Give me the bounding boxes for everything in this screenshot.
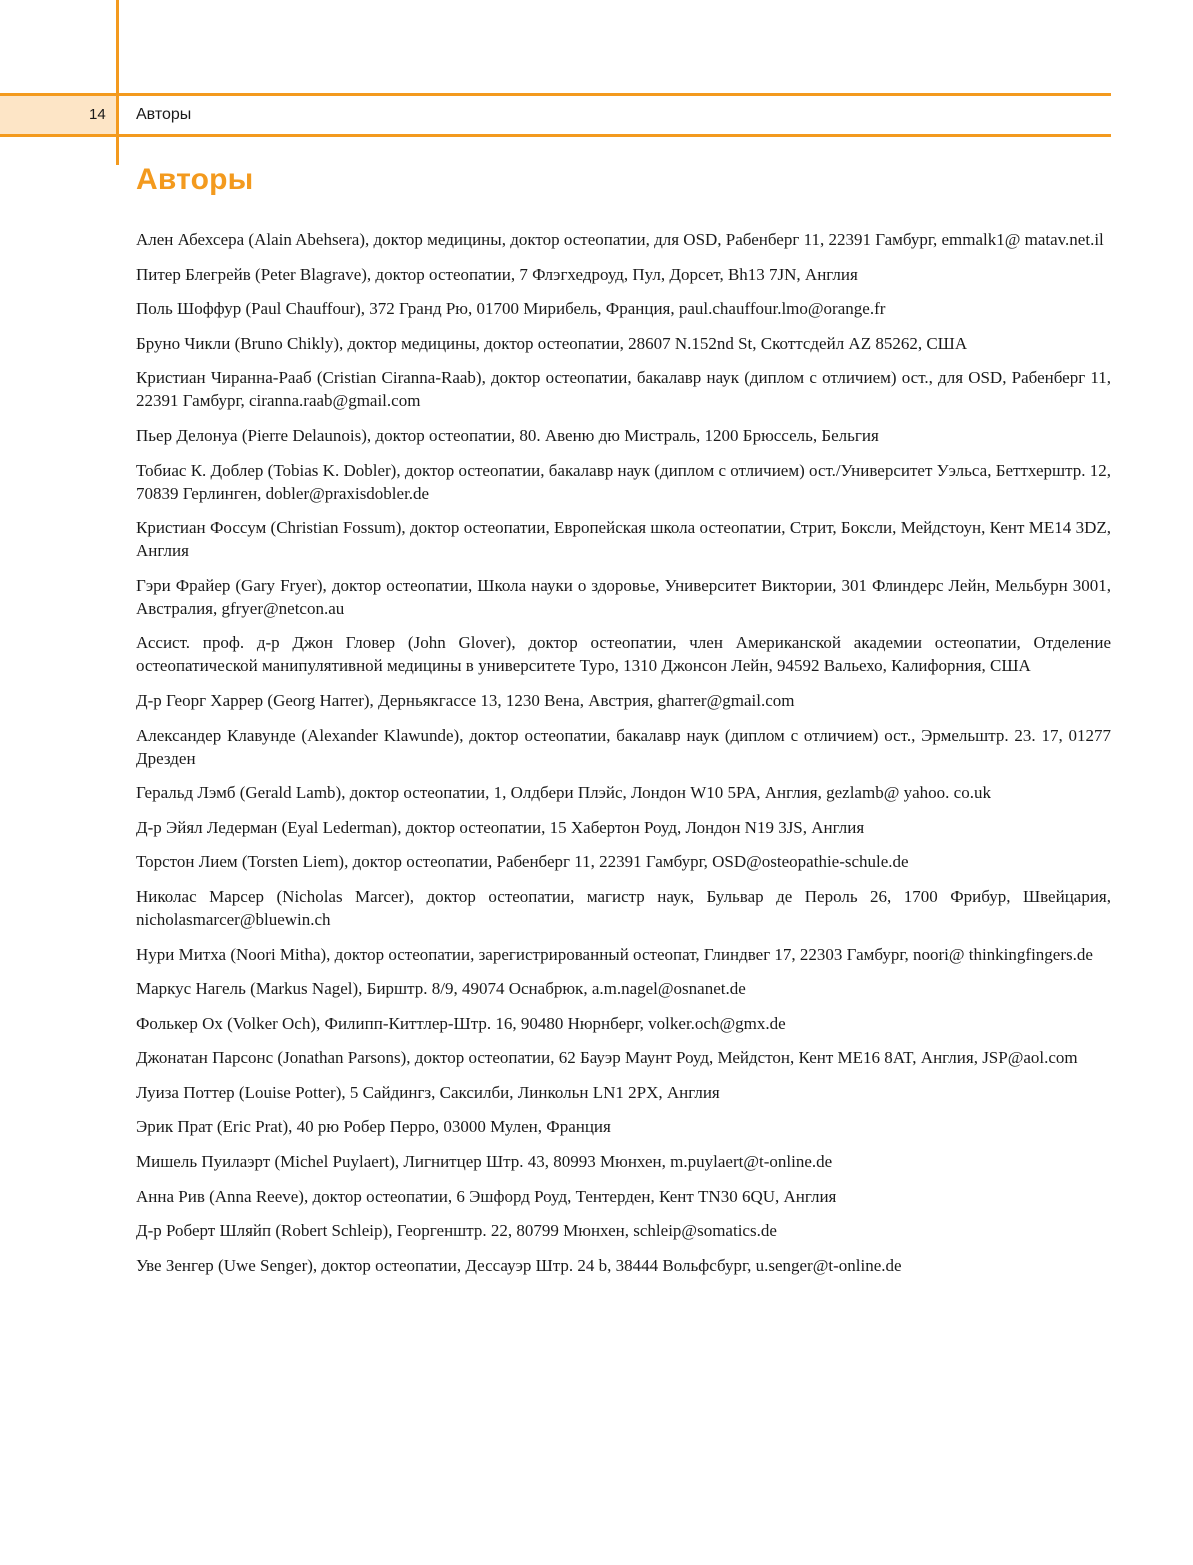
- author-entry: Бруно Чикли (Bruno Chikly), доктор медицины, доктор остеопатии, 28607 N.152nd St, Скоттсдейл AZ 85262, США: [136, 333, 968, 353]
- author-entry: Ассист. проф. д-р Джон Гловер (John Glover), доктор остеопатии, член Американской академии остеопатии, Отделение остеопатической манипулятивной медицины в университете Туро, 1310 Джонсон Лейн, 94592 Вальехо, Калифорния, США: [136, 633, 1111, 676]
- author-entry: Александер Клавунде (Alexander Klawunde), доктор остеопатии, бакалавр наук (диплом с отличием) ост., Эрмельштр. 23. 17, 01277 Дрезден: [136, 725, 1111, 768]
- page-number-box: [0, 96, 116, 134]
- author-entry: Уве Зенгер (Uwe Senger), доктор остеопатии, Дессауэр Штр. 24 b, 38444 Вольфсбург, u.senger@t-online.de: [136, 1255, 902, 1275]
- page-title: Авторы: [136, 163, 254, 196]
- author-entry: Николас Марсер (Nicholas Marcer), доктор остеопатии, магистр наук, Бульвар де Пероль 26, 1700 Фрибур, Швейцария, nicholasmarcer@bluewin.ch: [136, 886, 1111, 929]
- author-entry: Мишель Пуилаэрт (Michel Puylaert), Лигнитцер Штр. 43, 80993 Мюнхен, m.puylaert@t-online.de: [136, 1152, 833, 1172]
- page-number: 14: [89, 106, 106, 123]
- author-entry: Луиза Поттер (Louise Potter), 5 Сайдингз, Саксилби, Линкольн LN1 2PX, Англия: [136, 1082, 720, 1102]
- author-entry: Геральд Лэмб (Gerald Lamb), доктор остеопатии, 1, Олдбери Плэйс, Лондон W10 5PA, Англия, gezlamb@ yahoo. co.uk: [136, 783, 991, 803]
- author-entry: Питер Блегрейв (Peter Blagrave), доктор остеопатии, 7 Флэгхедроуд, Пул, Дорсет, Bh13 7JN, Англия: [136, 264, 858, 284]
- author-entry: Маркус Нагель (Markus Nagel), Бирштр. 8/9, 49074 Оснабрюк, a.m.nagel@osnanet.de: [136, 979, 746, 999]
- author-entry: Кристиан Чиранна-Рааб (Cristian Ciranna-Raab), доктор остеопатии, бакалавр наук (диплом с отличием) ост., для OSD, Рабенберг 11, 22391 Гамбург, ciranna.raab@gmail.com: [136, 368, 1111, 411]
- author-entry: Пьер Делонуа (Pierre Delaunois), доктор остеопатии, 80. Авеню дю Мистраль, 1200 Брюссель, Бельгия: [136, 425, 879, 445]
- author-entry: Гэри Фрайер (Gary Fryer), доктор остеопатии, Школа науки о здоровье, Университет Виктории, 301 Флиндерс Лейн, Мельбурн 3001, Австралия, gfryer@netcon.au: [136, 575, 1111, 618]
- author-entry: Торстон Лием (Torsten Liem), доктор остеопатии, Рабенберг 11, 22391 Гамбург, OSD@osteopathie-schule.de: [136, 852, 909, 872]
- author-entry: Кристиан Фоссум (Christian Fossum), доктор остеопатии, Европейская школа остеопатии, Стрит, Боксли, Мейдстоун, Кент ME14 3DZ, Англия: [136, 518, 1111, 561]
- author-entry: Д-р Эйял Ледерман (Eyal Lederman), доктор остеопатии, 15 Хабертон Роуд, Лондон N19 3JS, Англия: [136, 817, 865, 837]
- author-entry: Нури Митха (Noori Mitha), доктор остеопатии, зарегистрированный остеопат, Глиндвег 17, 22303 Гамбург, noori@ thinkingfingers.de: [136, 944, 1093, 964]
- author-entry: Джонатан Парсонс (Jonathan Parsons), доктор остеопатии, 62 Бауэр Маунт Роуд, Мейдстон, Кент ME16 8AT, Англия, JSP@aol.com: [136, 1048, 1078, 1068]
- author-entry: Д-р Георг Харрер (Georg Harrer), Дерньякгассе 13, 1230 Вена, Австрия, gharrer@gmail.com: [136, 690, 795, 710]
- author-entry: Анна Рив (Anna Reeve), доктор остеопатии, 6 Эшфорд Роуд, Тентерден, Кент TN30 6QU, Англия: [136, 1186, 837, 1206]
- running-header: [0, 93, 1111, 137]
- author-entry: Тобиас К. Доблер (Tobias K. Dobler), доктор остеопатии, бакалавр наук (диплом с отличием) ост./Университет Уэльса, Беттхерштр. 12, 70839 Герлинген, dobler@praxisdobler.de: [136, 460, 1111, 503]
- margin-rule: [116, 0, 119, 165]
- author-entry: Поль Шоффур (Paul Chauffour), 372 Гранд Рю, 01700 Мирибель, Франция, paul.chauffour.lmo@orange.fr: [136, 299, 886, 319]
- author-entry: Фолькер Ох (Volker Och), Филипп-Киттлер-Штр. 16, 90480 Нюрнберг, volker.och@gmx.de: [136, 1013, 786, 1033]
- author-entry: Эрик Прат (Eric Prat), 40 рю Робер Перро, 03000 Мулен, Франция: [136, 1117, 611, 1137]
- author-entry: Д-р Роберт Шляйп (Robert Schleip), Георгенштр. 22, 80799 Мюнхен, schleip@somatics.de: [136, 1221, 777, 1241]
- running-head-title: Авторы: [136, 106, 192, 123]
- author-entry: Ален Абехсера (Alain Abehsera), доктор медицины, доктор остеопатии, для OSD, Рабенберг 11, 22391 Гамбург, emmalk1@ matav.net.il: [136, 230, 1104, 249]
- authors-list: [136, 228, 1111, 1288]
